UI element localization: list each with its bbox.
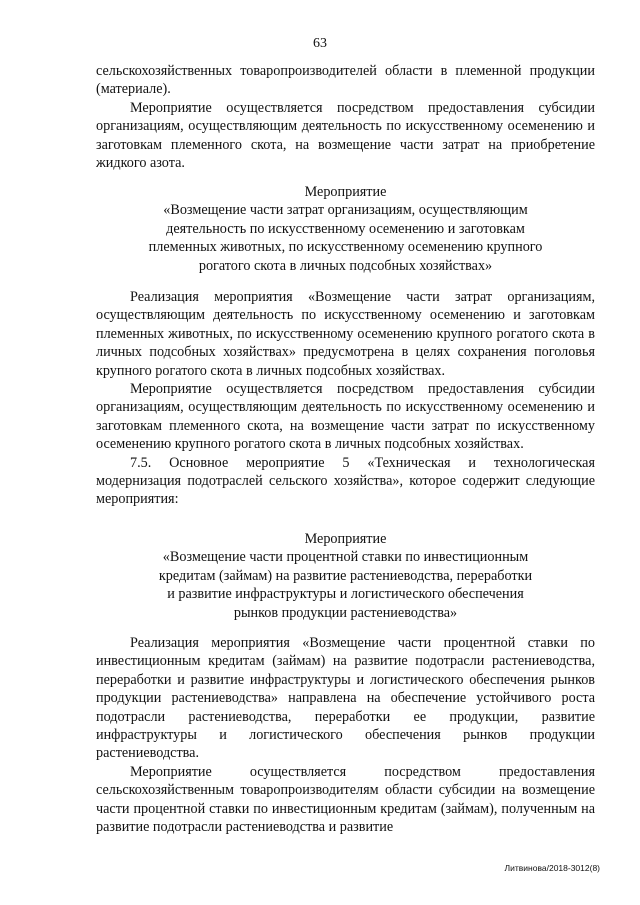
text-block-2	[96, 288, 595, 509]
text-block-3	[96, 634, 595, 836]
page-number: 63	[313, 36, 327, 51]
paragraph: Мероприятие осуществляется посредством предоставления субсидии организациям, осуществляющим деятельность по искусственному осеменению и заготовкам племенного скота, на возмещение части затрат на приобретение жидкого азота.	[96, 99, 595, 172]
heading-line: и развитие инфраструктуры и логистического обеспечения	[167, 586, 524, 603]
heading-line: кредитам (займам) на развитие растениеводства, переработки	[158, 567, 533, 584]
heading-line: племенных животных, по искусственному осеменению крупного	[148, 239, 543, 256]
heading-line: рынков продукции растениеводства»	[233, 604, 458, 621]
paragraph: сельскохозяйственных товаропроизводителей области в племенной продукции (материале).	[96, 63, 595, 98]
document-footer-code: Литвинова/2018-3012(8)	[504, 863, 600, 873]
section-heading-1	[96, 183, 595, 275]
heading-line: рогатого скота в личных подсобных хозяйствах»	[198, 257, 493, 274]
heading-title: Мероприятие	[304, 531, 387, 547]
paragraph: Мероприятие осуществляется посредством предоставления сельскохозяйственным товаропроизводителям области субсидии на возмещение части процентной ставки по инвестиционным кредитам (займам), полученным на развитие подотрасли растениеводства и развитие	[96, 763, 595, 836]
paragraph: Реализация мероприятия «Возмещение части процентной ставки по инвестиционным кредитам (займам) на развитие подотрасли растениеводства, переработки и развитие инфраструктуры и логистического обеспечения рынков продукции растениеводства» направлена на обеспечение устойчивого роста подотрасли растениеводства, переработки ее продукции, развитие инфраструктуры и логистического обеспечения рынков продукции растениеводства.	[96, 635, 595, 762]
heading-line: «Возмещение части затрат организациям, осуществляющим	[163, 202, 528, 219]
heading-title: Мероприятие	[304, 184, 387, 200]
text-block-1	[96, 62, 595, 172]
heading-line: деятельность по искусственному осеменению и заготовкам	[166, 220, 525, 237]
paragraph: 7.5. Основное мероприятие 5 «Техническая и технологическая модернизация подотраслей сельского хозяйства», которое содержит следующие мероприятия:	[96, 454, 595, 508]
heading-line: «Возмещение части процентной ставки по инвестиционным	[162, 549, 529, 566]
section-heading-2	[96, 530, 595, 622]
paragraph: Реализация мероприятия «Возмещение части затрат организациям, осуществляющим деятельность по искусственному осеменению и заготовкам племенных животных, по искусственному осеменению крупного рогатого скота в личных подсобных хозяйствах» предусмотрена в целях сохранения поголовья крупного рогатого скота в личных подсобных хозяйствах.	[96, 289, 595, 379]
paragraph: Мероприятие осуществляется посредством предоставления субсидии организациям, осуществляющим деятельность по искусственному осеменению и заготовкам племенного скота, на возмещение части затрат по искусственному осеменению крупного рогатого скота в личных подсобных хозяйствах.	[96, 381, 595, 453]
